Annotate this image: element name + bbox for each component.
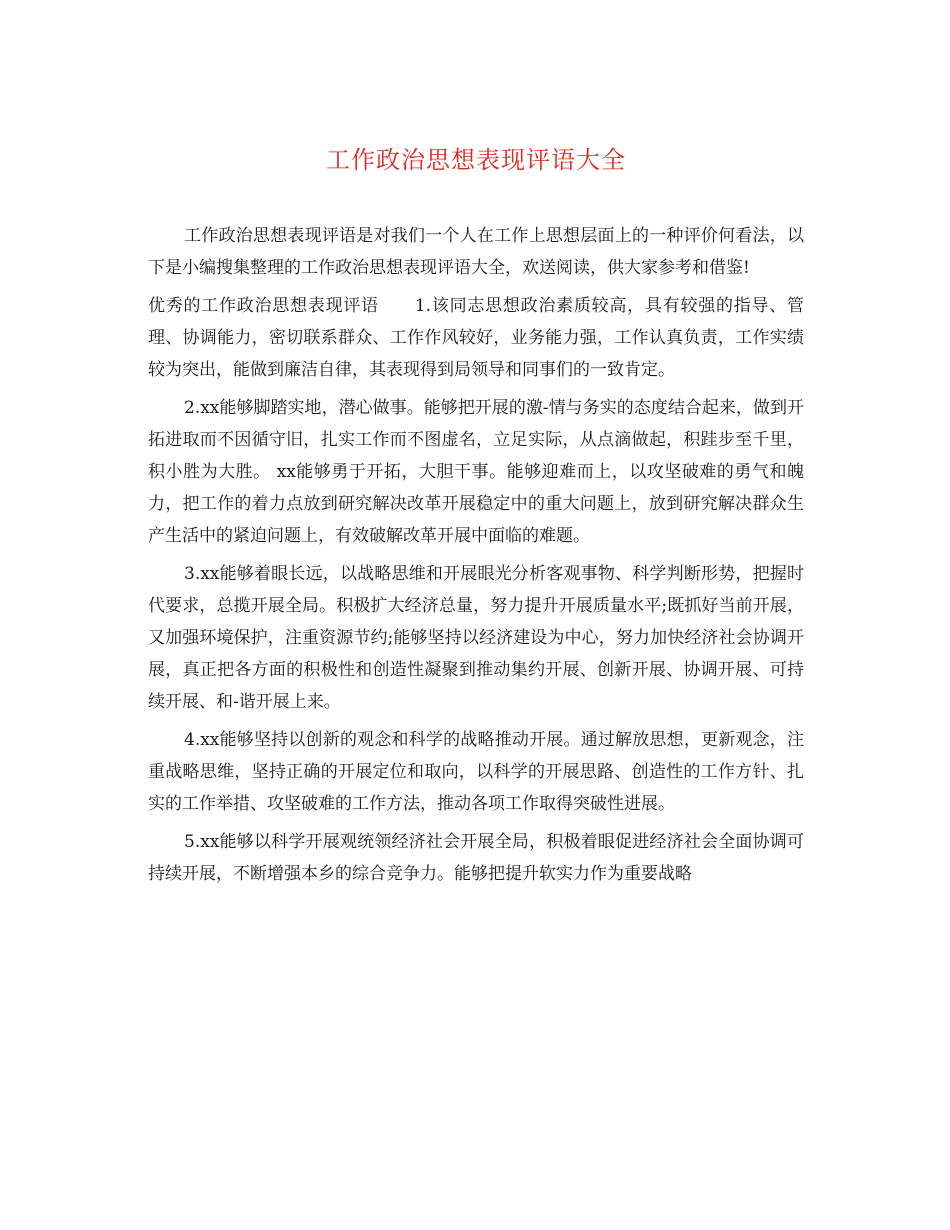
intro-paragraph: 工作政治思想表现评语是对我们一个人在工作上思想层面上的一种评价何看法，以下是小编搜集整理的工作政治思想表现评语大全，欢送阅读，供大家参考和借鉴! <box>148 226 804 278</box>
section-heading: 优秀的工作政治思想表现评语 <box>148 296 379 316</box>
document-page <box>148 140 804 896</box>
item-3-paragraph: 3.xx能够着眼长远，以战略思维和开展眼光分析客观事物、科学判断形势，把握时代要求，总揽开展全局。积极扩大经济总量，努力提升开展质量水平;既抓好当前开展，又加强环境保护，注重资源节约;能够坚持以经济建设为中心，努力加快经济社会协调开展，真正把各方面的积极性和创造性凝聚到推动集约开展、创新开展、协调开展、可持续开展、和-谐开展上来。 <box>148 564 804 712</box>
document-title: 工作政治思想表现评语大全 <box>326 146 626 174</box>
item-2-paragraph: 2.xx能够脚踏实地，潜心做事。能够把开展的激-情与务实的态度结合起来，做到开拓进取而不因循守旧，扎实工作而不图虚名，立足实际，从点滴做起，积跬步至千里，积小胜为大胜。 xx能够勇于开拓，大胆干事。能够迎难而上，以攻坚破难的勇气和魄力，把工作的着力点放到研究解决改革开展稳定中的重大问题上，放到研究解决群众生产生活中的紧迫问题上，有效破解改革开展中面临的难题。 <box>148 398 804 546</box>
item-1-text: 1.该同志思想政治素质较高，具有较强的指导、管理、协调能力，密切联系群众、工作作风较好，业务能力强，工作认真负责，工作实绩较为突出，能做到廉洁自律，其表现得到局领导和同事们的一致肯定。 <box>148 296 805 380</box>
item-4-paragraph: 4.xx能够坚持以创新的观念和科学的战略推动开展。通过解放思想，更新观念，注重战略思维，坚持正确的开展定位和取向，以科学的开展思路、创造性的工作方针、扎实的工作举措、攻坚破难的工作方法，推动各项工作取得突破性进展。 <box>148 730 804 814</box>
section-heading-line <box>148 290 804 386</box>
item-5-paragraph: 5.xx能够以科学开展观统领经济社会开展全局，积极着眼促进经济社会全面协调可持续开展，不断增强本乡的综合竞争力。能够把提升软实力作为重要战略 <box>148 832 804 884</box>
